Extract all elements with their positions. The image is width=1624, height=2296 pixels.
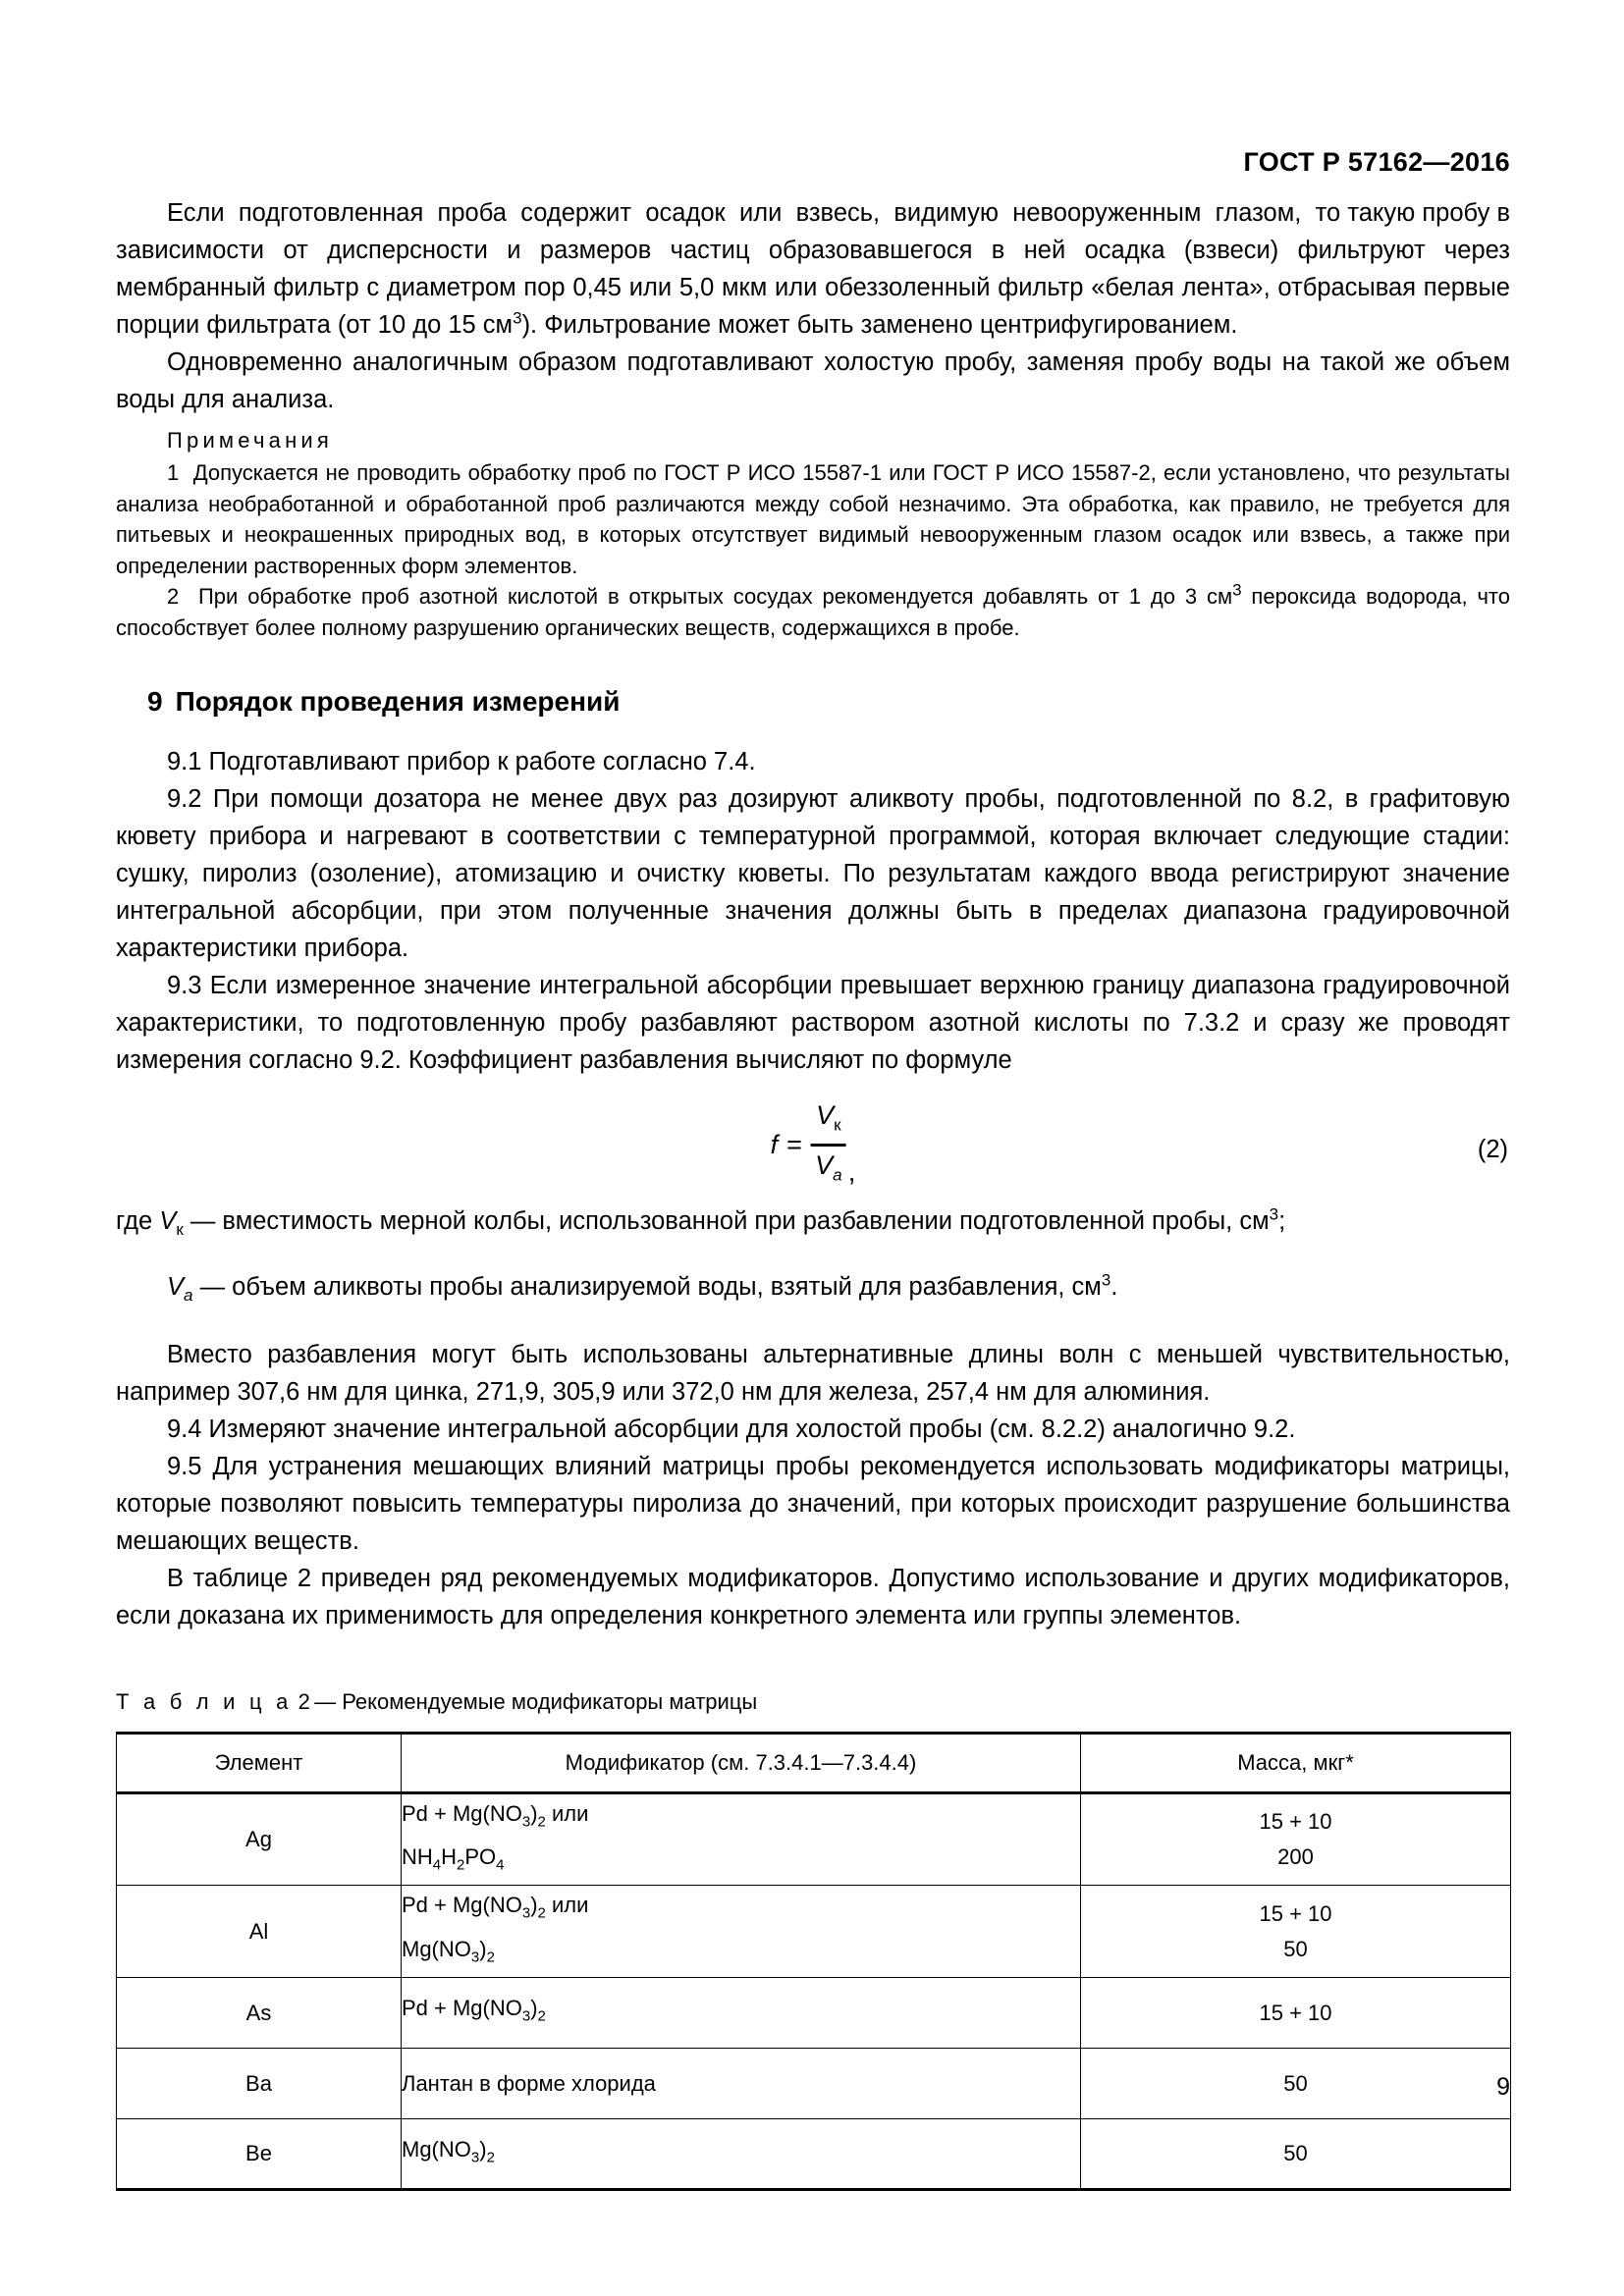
mass-line: 50 xyxy=(1283,2070,1308,2096)
column-header-modifier: Модификатор (см. 7.3.4.1—7.3.4.4) xyxy=(402,1734,1081,1793)
modifier-line: $Mg(NO_3)_2$ xyxy=(402,2136,495,2166)
table-row xyxy=(117,2049,1511,2119)
cell-modifier xyxy=(402,2049,1081,2119)
where-definition-va: $V_a$ — объем аликвоты пробы анализируемой воды, взятый для разбавления, $см^3$. xyxy=(167,1270,1118,1306)
column-header-element: Элемент xyxy=(117,1734,402,1793)
cell-modifier xyxy=(402,2119,1081,2190)
notes-title: Примечания xyxy=(167,428,334,453)
cell-mass xyxy=(1081,2049,1511,2119)
paragraph-blank-sample: Одновременно аналогичным образом подготавливают холостую пробу, заменяя пробу воды на такой же объем воды для анализа. xyxy=(116,348,1510,413)
clause-table-intro: В таблице 2 приведен ряд рекомендуемых модификаторов. Допустимо использование и других модификаторов, если доказана их применимость для определения конкретного элемента или группы элементов. xyxy=(116,1565,1510,1630)
formula-denominator: $V_a$ xyxy=(815,1149,842,1185)
table-body xyxy=(117,1793,1511,2190)
cell-modifier xyxy=(402,1978,1081,2049)
mass-line: 200 xyxy=(1277,1844,1314,1870)
table-head xyxy=(117,1734,1511,1793)
table-row xyxy=(117,1978,1511,2049)
where-definition-vk: где $V_к$ — вместимость мерной колбы, использованной при разбавлении подготовленной пробы, $см^3$; xyxy=(116,1204,1286,1240)
section-number: 9 xyxy=(147,686,163,717)
table-caption-title: Рекомендуемые модификаторы матрицы xyxy=(342,1689,758,1715)
table-matrix-modifiers xyxy=(116,1732,1511,2191)
modifier-line: $NH_4H_2PO_4$ xyxy=(402,1844,505,1874)
formula-dilution-coefficient xyxy=(116,1093,1510,1202)
cell-element: Ba xyxy=(117,2049,402,2119)
cell-element: Be xyxy=(117,2119,402,2190)
page-header-standard-id: ГОСТ Р 57162—2016 xyxy=(1243,147,1510,177)
formula-numerator: $V_к$ xyxy=(816,1100,841,1135)
where-text-vk: — вместимость мерной колбы, использованной при разбавлении подготовленной пробы, см xyxy=(183,1207,1270,1235)
clause-9-3: 9.3 Если измеренное значение интегральной абсорбции превышает верхнюю границу диапазона градуировочной характеристики, то подготовленную пробу разбавляют раствором азотной кислоты по 7.3.2 и сразу же проводят измерения согласно 9.2. Коэффициент разбавления вычисляют по формуле xyxy=(116,972,1510,1074)
clause-alternative-wavelengths: Вместо разбавления могут быть использованы альтернативные длины волн с меньшей чувствительностью, например 307,6 нм для цинка, 271,9, 305,9 или 372,0 нм для железа, 257,4 нм для алюминия. xyxy=(116,1341,1510,1407)
table-caption-label: Т а б л и ц а xyxy=(116,1689,293,1715)
fraction-bar xyxy=(811,1144,846,1147)
cell-mass xyxy=(1081,1793,1511,1886)
section-title: Порядок проведения измерений xyxy=(175,686,621,717)
table-header-row xyxy=(117,1734,1511,1793)
formula-expression xyxy=(771,1098,856,1192)
formula-comma: , xyxy=(847,1157,856,1188)
document-body xyxy=(116,194,1510,2191)
cell-mass xyxy=(1081,1886,1511,1978)
modifier-line: Лантан в форме хлорида xyxy=(402,2070,656,2096)
symbol-vk: $V_к$ xyxy=(159,1207,184,1240)
clause-9-4: 9.4 Измеряют значение интегральной абсорбции для холостой пробы (см. 8.2.2) аналогично 9.2. xyxy=(167,1415,1296,1444)
modifier-line: $Mg(NO_3)_2$ xyxy=(402,1936,495,1966)
where-lead: где xyxy=(116,1207,153,1235)
table-caption-number: 2 xyxy=(298,1689,315,1715)
cell-element: Ag xyxy=(117,1793,402,1886)
mass-line: 50 xyxy=(1283,1936,1308,1961)
formula-lhs: f xyxy=(770,1130,779,1160)
cell-modifier xyxy=(402,1886,1081,1978)
page-number: 9 xyxy=(1496,2073,1510,2101)
where-sup-va: 3 xyxy=(1101,1270,1111,1290)
table-caption xyxy=(116,1689,1510,1715)
cell-element: As xyxy=(117,1978,402,2049)
modifier-line: $Pd + Mg(NO_3)_2$ xyxy=(402,1996,546,2025)
formula-number: (2) xyxy=(1477,1136,1508,1163)
mass-line: 15 + 10 xyxy=(1259,1900,1332,1926)
modifier-line: $Pd + Mg(NO_3)_2$ или xyxy=(402,1800,589,1831)
table-row xyxy=(117,2119,1511,2190)
column-header-mass: Масса, мкг* xyxy=(1081,1734,1511,1793)
symbol-va: $V_a$ xyxy=(167,1273,193,1306)
formula-fraction xyxy=(811,1098,846,1192)
mass-line: 15 + 10 xyxy=(1259,2000,1332,2025)
note-item-2: 2 При обработке проб азотной кислотой в открытых сосудах рекомендуется добавлять от 1 до 3 $см^3$ пероксида водорода, что способствует более полному разрушению органических веществ, содержащихся в пробе. xyxy=(116,580,1510,640)
clause-9-1: 9.1 Подготавливают прибор к работе согласно 7.4. xyxy=(167,748,756,775)
where-sup-vk: 3 xyxy=(1269,1204,1279,1224)
table-row xyxy=(117,1793,1511,1886)
note-item-1: 1 Допускается не проводить обработку проб по ГОСТ Р ИСО 15587-1 или ГОСТ Р ИСО 15587-2, если установлено, что результаты анализа необработанной и обработанной проб различаются между собой незначимо. Эта обработка, как правило, не требуется для питьевых и неокрашенных природных вод, в которых отсутствует видимый невооруженным глазом осадок или взвесь, а также при определении растворенных форм элементов. xyxy=(116,460,1510,578)
section-heading-9 xyxy=(147,686,1510,718)
spacer-before-table xyxy=(116,1634,1510,1689)
paragraph-filtration: Если подготовленная проба содержит осадок или взвесь, видимую невооруженным глазом, то такую пробу в зависимости от дисперсности и размеров частиц образовавшегося в ней осадка (взвеси) фильтруют через мембранный фильтр с диаметром пор 0,45 или 5,0 мкм или обеззоленный фильтр «белая лента», отбрасывая первые порции фильтрата (от 10 до 15 $см^3$). Фильтрование может быть заменено центрифугированием. xyxy=(116,199,1510,339)
table-caption-dash: — xyxy=(314,1689,337,1715)
clause-9-2: 9.2 При помощи дозатора не менее двух раз дозируют аликвоту пробы, подготовленной по 8.2, в графитовую кювету прибора и нагревают в соответствии с температурной программой, которая включает следующие стадии: сушку, пиролиз (озоление), атомизацию и очистку кюветы. По результатам каждого ввода регистрируют значение интегральной абсорбции, при этом полученные значения должны быть в пределах диапазона градуировочной характеристики прибора. xyxy=(116,785,1510,962)
cell-mass xyxy=(1081,2119,1511,2190)
table-row xyxy=(117,1886,1511,1978)
where-text-va: — объем аликвоты пробы анализируемой воды, взятый для разбавления, см xyxy=(192,1273,1102,1302)
clause-9-5: 9.5 Для устранения мешающих влияний матрицы пробы рекомендуется использовать модификаторы матрицы, которые позволяют повысить температуры пиролиза до значений, при которых происходит разрушение большинства мешающих веществ. xyxy=(116,1453,1510,1556)
cell-element: Al xyxy=(117,1886,402,1978)
cell-modifier xyxy=(402,1793,1081,1886)
modifier-line: $Pd + Mg(NO_3)_2$ или xyxy=(402,1893,589,1922)
mass-line: 15 + 10 xyxy=(1259,1809,1332,1835)
mass-line: 50 xyxy=(1283,2141,1308,2166)
formula-equals: = xyxy=(786,1130,802,1160)
cell-mass xyxy=(1081,1978,1511,2049)
